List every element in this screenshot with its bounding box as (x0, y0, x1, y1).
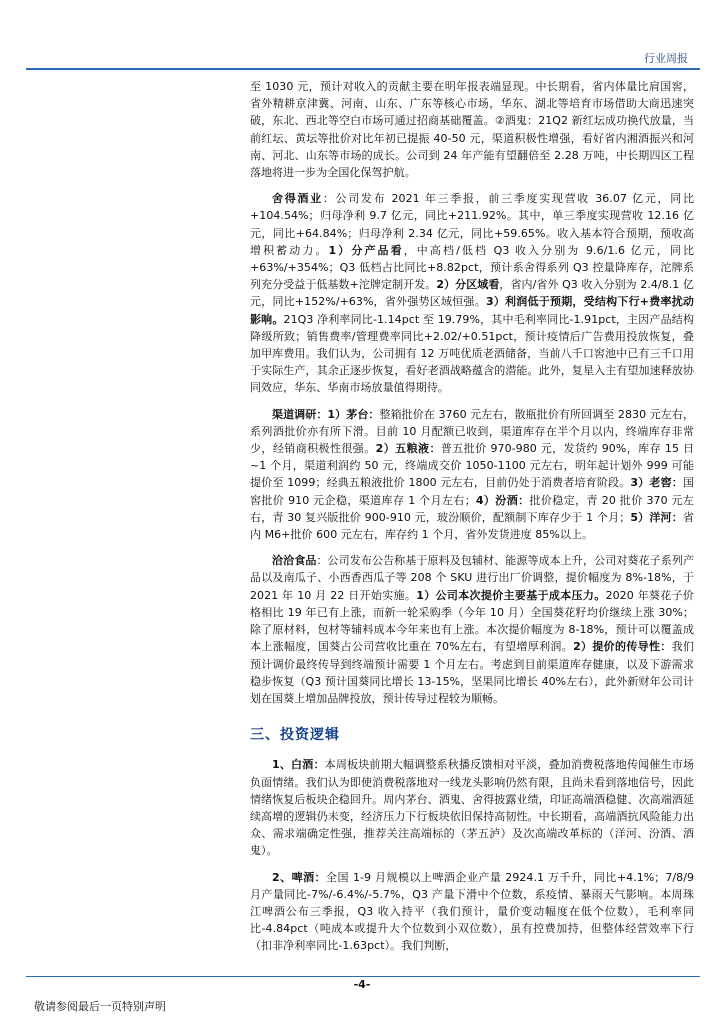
paragraph-text: 2020 年葵花子价格相比 19 年已有上涨，而新一轮采购季（今年 10 月）全国葵花籽均价继续上涨 30%；除了原材料，包材等辅料成本今年来也有上涨。本次提价幅度为 8-18%，预计可以覆盖成本上涨幅度，国葵占公司营收比重在 70%左右，有望增厚利润。 (250, 588, 694, 654)
section-heading-investment-logic: 三、投资逻辑 (250, 727, 340, 744)
paragraph-text: 至 1030 元，预计对收入的贡献主要在明年报表端显现。中长期看，省内体量比肩国窖，省外精耕京津冀、河南、山东、广东等核心市场，华东、湖北等培育市场借助大商迅速突破，东北、西北等空白市场可通过招商基础覆盖。②酒鬼：21Q2 新红坛成功换代放量，当前红坛、黄坛等批价对比年初已提振 40-50 元，渠道积极性增强，看好省内湘酒振兴和河南、河北、山东等市场的成长。公司到 24 年产能有望翻倍至 2.28 万吨，中长期四区工程落地将进一步为全国化保驾护航。 (250, 80, 694, 180)
paragraph-text: 国窖批价 910 元企稳，渠道库存 1 个月左右； (250, 476, 694, 507)
paragraph-text: 普五批价 970-980 元，发货约 90%，库存 15 日~1 个月，渠道利润约 50 元，终端成交价 1050-1100 元左右，明年起计划外 999 可能提价至 1099；经典五粮液批价 1800 元左右，目前仍处于消费者培育阶段。 (250, 442, 694, 490)
paragraph-qiaqia (250, 552, 694, 707)
header-divider (26, 68, 700, 70)
point-heading: 5）洋河： (630, 510, 683, 524)
company-heading-qiaqia: 洽洽食品 (272, 554, 317, 568)
channel-survey-heading: 渠道调研： (272, 407, 328, 421)
paragraph-beer (250, 869, 694, 955)
disclaimer-note: 敬请参阅最后一页特别声明 (34, 1000, 166, 1013)
paragraph-text: ：公司发布公告称基于原料及包辅材、能源等成本上升，公司对葵花子系列产品以及南瓜子、小西香西瓜子等 208 个 SKU 进行出厂价调整，提价幅度为 8%-18%，于 2021 年 10 月 22 日开始实施。 (250, 554, 695, 602)
footer-divider (26, 976, 700, 977)
point-heading: 4）汾酒： (475, 493, 530, 507)
paragraph-text: 全国 1-9 月规模以上啤酒企业产量 2924.1 万千升，同比+4.1%；7/8/9 月产量同比-7%/-6.4%/-5.7%，Q3 产量下滑中个位数，系疫情、暴雨天气影响。本周珠江啤酒公布三季报，Q3 收入持平（我们预计，量价变动幅度在低个位数），毛利率同比-4.84pct（吨成本或提升大个位数到小双位数），虽有控费加持，但整体经营效率下行（扣非净利率同比-1.63pct）。我们判断， (250, 870, 694, 953)
paragraph-baijiu (250, 756, 694, 859)
paragraph-text: ，省内/省外 Q3 收入分别为 2.4/8.1 亿元，同比+152%/+63%，省外强势区域恒强。 (250, 278, 694, 309)
point-heading: 2）五粮液： (375, 442, 441, 456)
point-heading: 3）老窖： (630, 476, 683, 490)
paragraph-text: 21Q3 净利率同比-1.14pct 至 19.79%，其中毛利率同比-1.91pct，主因产品结构降级所致；销售费率/管理费率同比+2.02/+0.51pct，预计疫情后广告费用投放恢复，叠加甲库费用。我们认为，公司拥有 12 万吨优质老酒储备，当前八千口窖池中已有三千口用于实际生产，其余正逐步恢复，看好老酒战略蕴含的潜能。此外，复星入主有望加速释放协同效应，华东、华南市场放量值得期待。 (250, 312, 694, 395)
company-heading-shede: 舍得酒业 (272, 192, 323, 206)
paragraph-channel-survey (250, 406, 694, 544)
point-heading: 1）茅台： (327, 407, 380, 421)
paragraph-text: 省内 M6+批价 600 元左右，库存约 1 个月，省外发货进度 85%以上。 (250, 510, 694, 542)
point-heading: 1）分产品看 (328, 243, 404, 257)
paragraph-text: 本周板块前期大幅调整系秋播反馈相对平淡，叠加消费税落地传闻催生市场负面情绪。我们认为即使消费税落地对一线龙头影响仍然有限，且尚未看到落地信号，因此情绪恢复后板块企稳回升。周内茅台、酒鬼、舍得披露业绩，印证高端酒稳健、次高端酒延续高增的逻辑仍未变，经济压力下行板块依旧保持高韧性。中长期看，高端酒抗风险能力出众、需求端确定性强，推荐关注高端标的（茅五泸）及次高端改革标的（洋河、汾酒、酒鬼）。 (250, 758, 694, 858)
paragraph-text: 整箱批价在 3760 元左右，散瓶批价有所回调至 2830 元左右，系列酒批价亦有所下滑。目前 10 月配额已收到，渠道库存在半个月以内，终端库存非常少，经销商积极性很强。 (250, 407, 694, 456)
point-heading: 3）利润低于预期，受结构下行+费率扰动影响。 (250, 295, 694, 326)
report-body (250, 78, 694, 970)
subsection-heading-beer: 2、啤酒： (272, 870, 327, 884)
point-heading: 1）公司本次提价主要基于成本压力。 (416, 588, 606, 602)
page-number: -4- (353, 978, 371, 991)
paragraph-text: ，中高档/低档 Q3 收入分别为 9.6/1.6 亿元，同比+63%/+354%；Q3 低档占比同比+8.82pct，预计系舍得系列 Q3 控量降库存，沱牌系列充分受益于低基数+沱牌定制开发。 (250, 243, 694, 292)
paragraph-shede (250, 190, 694, 396)
point-heading: 2）分区域看 (436, 278, 500, 292)
paragraph-liquor-regional (250, 78, 694, 181)
paragraph-text: 批价稳定，青 20 批价 370 元左右，青 30 复兴版批价 900-910 元，玻汾顺价，配额制下库存少于 1 个月； (250, 493, 694, 524)
paragraph-text: 我们预计调价最终传导到终端预计需要 1 个月左右。考虑到目前渠道库存健康，以及下游需求稳步恢复（Q3 预计国葵同比增长 13-15%，坚果同比增长 40%左右），此外新财年公司计划在国葵上增加品牌投放，预计传导过程较为顺畅。 (250, 640, 694, 705)
point-heading: 2）提价的传导性： (573, 640, 672, 654)
subsection-heading-baijiu: 1、白酒： (272, 758, 325, 772)
report-type-label: 行业周报 (644, 52, 688, 65)
paragraph-text: ：公司发布 2021 年三季报，前三季度实现营收 36.07 亿元，同比 +104.54%；归母净利 9.7 亿元，同比+211.92%。其中，单三季度实现营收 12.16 亿元，同比+64.84%；归母净利 2.34 亿元，同比+59.65%。收入基本符合预期，预收高增积蓄动力。 (250, 192, 694, 257)
